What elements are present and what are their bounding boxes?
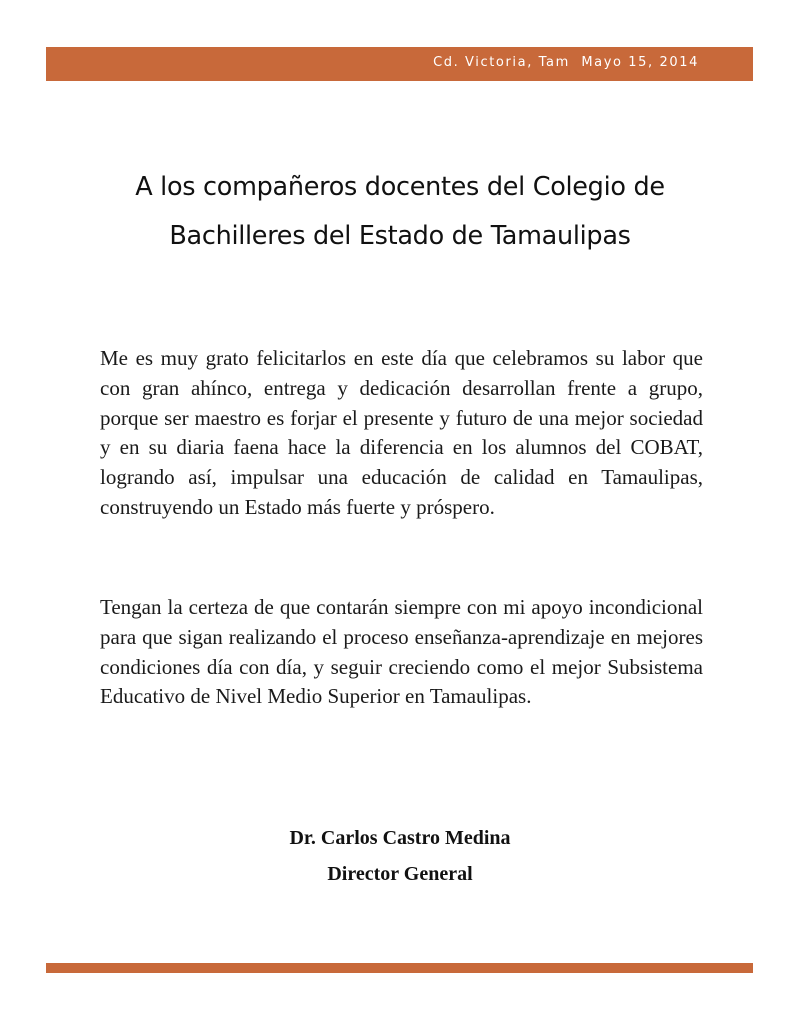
signature-name: Dr. Carlos Castro Medina bbox=[289, 827, 511, 849]
header-bar bbox=[46, 47, 753, 81]
signature-position: Director General bbox=[327, 863, 473, 885]
letter-title bbox=[60, 163, 740, 261]
footer-bar bbox=[46, 963, 753, 973]
body-paragraph-2: Tengan la certeza de que contarán siempre con mi apoyo incondicional para que sigan realizando el proceso enseñanza-aprendizaje en mejores condiciones día con día, y seguir creciendo como el mejor Subsistema Educativo de Nivel Medio Superior en Tamaulipas. bbox=[100, 595, 703, 709]
title-line-2: Bachilleres del Estado de Tamaulipas bbox=[169, 221, 631, 251]
body-paragraph-1: Me es muy grato felicitarlos en este día que celebramos su labor que con gran ahínco, entrega y dedicación desarrollan frente a grupo, porque ser maestro es forjar el presente y futuro de una mejor sociedad y en su diaria faena hace la diferencia en los alumnos del COBAT, logrando así, impulsar una educación de calidad en Tamaulipas, construyendo un Estado más fuerte y próspero. bbox=[100, 346, 703, 519]
location-date: Cd. Victoria, Tam Mayo 15, 2014 bbox=[433, 55, 699, 70]
signature-block bbox=[100, 820, 700, 892]
title-line-1: A los compañeros docentes del Colegio de bbox=[135, 172, 665, 202]
